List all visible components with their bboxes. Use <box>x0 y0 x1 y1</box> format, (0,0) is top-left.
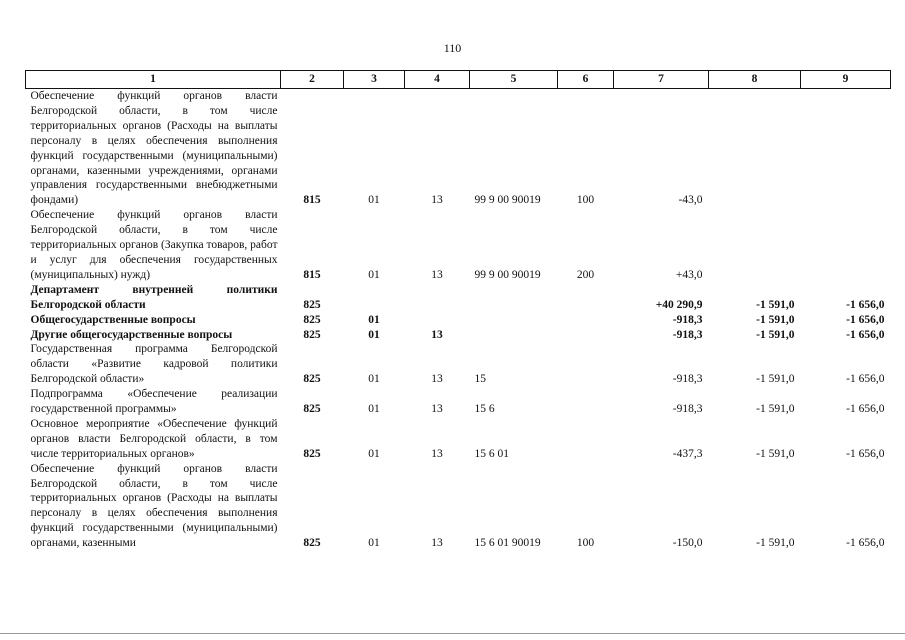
target-article-code <box>470 328 558 343</box>
amount-year-after <box>801 208 891 283</box>
amount-year-after: -1 656,0 <box>846 298 885 311</box>
ministry-code: 825 <box>303 313 321 326</box>
subsection-code <box>405 283 470 313</box>
page-bottom-rule <box>0 633 905 634</box>
section-code: 01 <box>368 268 380 281</box>
subsection-code: 13 <box>431 268 443 281</box>
amount-current-year: -150,0 <box>672 537 703 550</box>
table-row <box>26 208 891 283</box>
amount-next-year: -1 591,0 <box>756 313 795 326</box>
col-header-3: 3 <box>344 71 405 89</box>
ministry-code: 825 <box>303 328 321 341</box>
col-header-7: 7 <box>614 71 709 89</box>
amount-year-after: -1 656,0 <box>846 313 885 326</box>
amount-current-year: -918,3 <box>672 313 703 326</box>
table-row <box>26 387 891 417</box>
row-description: Подпрограмма «Обеспечение реализации государственной программы» <box>30 388 278 416</box>
table-row <box>26 417 891 462</box>
table-row <box>26 342 891 387</box>
target-article-code <box>470 313 558 328</box>
target-article-code: 99 9 00 90019 <box>474 194 541 207</box>
subsection-code: 13 <box>431 373 443 386</box>
table-row <box>26 462 891 551</box>
subsection-code: 13 <box>431 403 443 416</box>
col-header-4: 4 <box>405 71 470 89</box>
target-article-code <box>470 283 558 313</box>
target-article-code: 15 6 01 <box>474 447 509 460</box>
ministry-code: 815 <box>303 194 321 207</box>
expense-type-code <box>558 313 614 328</box>
table-row <box>26 313 891 328</box>
target-article-code: 15 6 01 90019 <box>474 537 541 550</box>
subsection-code: 13 <box>431 328 443 341</box>
expense-type-code: 100 <box>576 194 595 207</box>
amount-current-year: -43,0 <box>678 194 703 207</box>
subsection-code: 13 <box>431 447 443 460</box>
expense-type-code <box>558 342 614 387</box>
page-number: 110 <box>443 41 462 55</box>
header-row <box>26 71 891 89</box>
section-code: 01 <box>368 194 380 207</box>
amount-current-year: +40 290,9 <box>655 298 703 311</box>
amount-year-after <box>801 89 891 209</box>
col-header-1: 1 <box>26 71 281 89</box>
row-description: Обеспечение функций органов власти Белгородской области, в том числе территориальных органов (Расходы на выплаты персоналу в целях обеспечения выполнения функций государственными (муниципальными) органами, казенными учреждениями, органами управления государственными внебюджетными фондами) <box>30 90 278 207</box>
amount-next-year <box>709 89 801 209</box>
amount-next-year: -1 591,0 <box>756 537 795 550</box>
expense-type-code <box>558 387 614 417</box>
budget-table <box>25 70 891 551</box>
row-description: Основное мероприятие «Обеспечение функций органов власти Белгородской области, в том числе территориальных органов» <box>30 417 278 460</box>
amount-year-after: -1 656,0 <box>846 328 885 341</box>
ministry-code: 815 <box>303 268 321 281</box>
amount-current-year: -918,3 <box>672 403 703 416</box>
expense-type-code <box>558 283 614 313</box>
amount-current-year: +43,0 <box>675 268 703 281</box>
amount-next-year: -1 591,0 <box>756 447 795 460</box>
table-row <box>26 283 891 313</box>
table-row <box>26 328 891 343</box>
amount-current-year: -918,3 <box>672 328 703 341</box>
amount-year-after: -1 656,0 <box>846 373 885 386</box>
section-code: 01 <box>368 373 380 386</box>
row-description: Департамент внутренней политики Белгородской области <box>30 283 278 311</box>
subsection-code: 13 <box>431 194 443 207</box>
row-description: Общегосударственные вопросы <box>30 313 196 326</box>
amount-next-year <box>709 208 801 283</box>
section-code: 01 <box>368 403 380 416</box>
section-code <box>344 283 405 313</box>
amount-current-year: -437,3 <box>672 447 703 460</box>
col-header-6: 6 <box>558 71 614 89</box>
row-description: Государственная программа Белгородской области «Развитие кадровой политики Белгородской области» <box>30 343 278 386</box>
ministry-code: 825 <box>303 447 321 460</box>
target-article-code: 15 <box>474 373 486 386</box>
section-code: 01 <box>368 537 380 550</box>
col-header-2: 2 <box>281 71 344 89</box>
expense-type-code: 200 <box>576 268 595 281</box>
subsection-code <box>405 313 470 328</box>
expense-type-code <box>558 417 614 462</box>
section-code: 01 <box>368 313 380 326</box>
section-code: 01 <box>368 328 380 341</box>
ministry-code: 825 <box>303 537 321 550</box>
amount-year-after: -1 656,0 <box>846 537 885 550</box>
amount-next-year: -1 591,0 <box>756 373 795 386</box>
expense-type-code <box>558 328 614 343</box>
target-article-code: 15 6 <box>474 403 495 416</box>
amount-next-year: -1 591,0 <box>756 403 795 416</box>
ministry-code: 825 <box>303 403 321 416</box>
table-row <box>26 89 891 209</box>
section-code: 01 <box>368 447 380 460</box>
ministry-code: 825 <box>303 298 321 311</box>
amount-year-after: -1 656,0 <box>846 447 885 460</box>
ministry-code: 825 <box>303 373 321 386</box>
col-header-8: 8 <box>709 71 801 89</box>
amount-next-year: -1 591,0 <box>756 328 795 341</box>
amount-next-year: -1 591,0 <box>756 298 795 311</box>
table-body <box>26 89 891 552</box>
row-description: Обеспечение функций органов власти Белгородской области, в том числе территориальных органов (Расходы на выплаты персоналу в целях обеспечения выполнения функций государственными (муниципальными) органами, казенными <box>30 462 278 550</box>
subsection-code: 13 <box>431 537 443 550</box>
row-description: Обеспечение функций органов власти Белгородской области, в том числе территориальных органов (Закупка товаров, работ и услуг для обеспечения государственных (муниципальных) нужд) <box>30 209 278 281</box>
amount-year-after: -1 656,0 <box>846 403 885 416</box>
col-header-5: 5 <box>470 71 558 89</box>
row-description: Другие общегосударственные вопросы <box>30 328 233 341</box>
expense-type-code: 100 <box>576 537 595 550</box>
amount-current-year: -918,3 <box>672 373 703 386</box>
target-article-code: 99 9 00 90019 <box>474 268 541 281</box>
col-header-9: 9 <box>801 71 891 89</box>
